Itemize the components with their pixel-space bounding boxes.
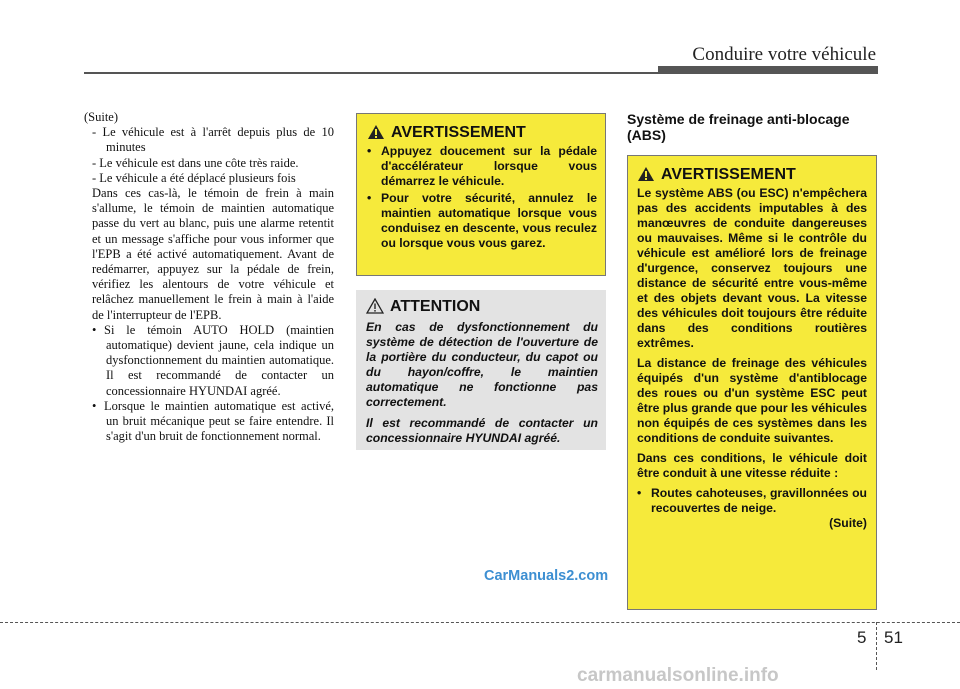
dash-item: - Le véhicule est dans une côte très raide. [92, 155, 299, 170]
attention-paragraph: En cas de dysfonctionnement du système de détection de l'ouverture de la portière du conducteur, du capot ou du hayon/coffre, le maintien automatique ne fonctionne pas correctement. [366, 320, 598, 409]
attention-paragraph: Il est recommandé de contacter un concessionnaire HYUNDAI agréé. [366, 416, 598, 445]
warning-title: AVERTISSEMENT [637, 166, 867, 182]
caution-triangle-icon [366, 298, 384, 314]
dash-item: - Le véhicule a été déplacé plusieurs fois [92, 170, 296, 185]
bullet-item: • Si le témoin AUTO HOLD (maintien automatique) devient jaune, cela indique un dysfonctionnement du maintien automatique. Il est recommandé de contacter un concessionnaire HYUNDAI agréé. [92, 322, 334, 398]
watermark-link[interactable]: CarManuals2.com [484, 568, 609, 584]
footer-site-watermark[interactable]: carmanualsonline.info [577, 665, 779, 686]
suite-label: (Suite) [829, 516, 867, 530]
warning-paragraph: Dans ces conditions, le véhicule doit être conduit à une vitesse réduite : [637, 451, 867, 480]
dash-item: - Le véhicule est à l'arrêt depuis plus de 10 minutes [92, 125, 334, 155]
warning-bullet: • Routes cahoteuses, gravillonnées ou recouvertes de neige. [637, 486, 867, 515]
attention-title: ATTENTION [366, 298, 598, 314]
warning-box-2 [627, 155, 877, 610]
section-heading: Système de freinage anti-blocage (ABS) [627, 111, 850, 143]
text-column-1 [84, 110, 334, 444]
header-title: Conduire votre véhicule [692, 44, 876, 65]
warning-box-1 [356, 113, 606, 276]
epb-paragraph: Dans ces cas-là, le témoin de frein à main s'allume, le témoin de maintien automatique passe du vert au blanc, puis une alarme retentit et un message s'affiche pour vous informer que l'EPB a été activé automatiquement. Avant de redémarrer, appuyez sur la pédale de frein, vérifiez les alentours de votre véhicule et relâchez manuellement le frein à main à l'aide de l'interrupteur de l'EPB. [92, 186, 334, 322]
warning-paragraph: La distance de freinage des véhicules équipés d'un système d'antiblocage des roues ou d'un système ESC peut être plus grande que pour les véhicules non équipés de ces systèmes dans les conditions de conduite suivantes. [637, 356, 867, 445]
suite-label: (Suite) [84, 110, 119, 124]
page-number: 51 [884, 628, 903, 647]
footer-divider [0, 622, 960, 623]
warning-paragraph: Le système ABS (ou ESC) n'empêchera pas des accidents imputables à des manœuvres de conduite dangereuses ou mauvaises. Même si le contrôle du véhicule est amélioré lors de freinage d'urgence, conservez toujours une distance de sécurité entre vous-même et des objets devant vous. La vitesse des véhicules doit toujours être réduite dans des conditions routières extrêmes. [637, 186, 867, 350]
warning-bullet: • Appuyez doucement sur la pédale d'accélérateur lorsque vous démarrez le véhicule. [367, 144, 597, 188]
warning-triangle-icon [367, 124, 385, 140]
attention-box [356, 290, 606, 450]
header-line-accent [658, 66, 878, 73]
warning-triangle-icon [637, 166, 655, 182]
warning-bullet: • Pour votre sécurité, annulez le maintien automatique lorsque vous conduisez en descente, vous reculez ou lorsque vous vous garez. [367, 191, 597, 250]
chapter-number: 5 [857, 628, 867, 647]
page-separator [876, 622, 877, 670]
bullet-item: • Lorsque le maintien automatique est activé, un bruit mécanique peut se faire entendre. Il s'agit d'un bruit de fonctionnement normal. [92, 398, 334, 444]
warning-title: AVERTISSEMENT [367, 124, 597, 140]
